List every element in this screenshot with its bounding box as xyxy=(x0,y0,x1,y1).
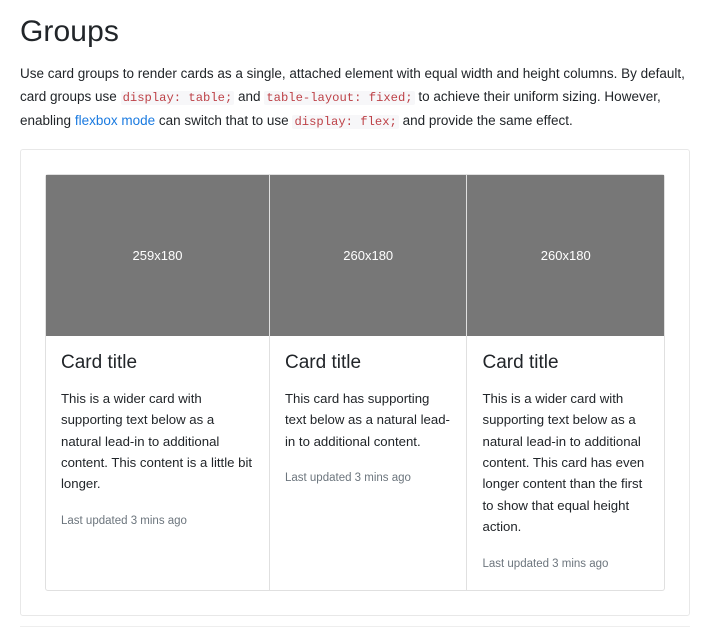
page-title: Groups xyxy=(20,15,119,48)
intro-text-part-5: and provide the same effect. xyxy=(398,113,573,129)
intro-paragraph xyxy=(20,62,690,133)
card-body xyxy=(46,336,269,547)
card-image-placeholder xyxy=(270,175,467,336)
card-meta: Last updated 3 mins ago xyxy=(482,557,609,570)
card-image-label: 260x180 xyxy=(343,248,394,264)
card-text: This is a wider card with supporting text below as a natural lead-in to additional content. This card has even longer content than the first to show that equal height action. xyxy=(482,390,645,535)
card-text: This is a wider card with supporting text below as a natural lead-in to additional content. This content is a little bit longer. xyxy=(61,390,253,492)
card xyxy=(467,174,665,591)
example-preview-box xyxy=(20,149,690,616)
card-title: Card title xyxy=(482,352,559,374)
card-title: Card title xyxy=(284,352,362,374)
card-title: Card title xyxy=(61,352,138,374)
card-image-label: 259x180 xyxy=(132,248,183,264)
card-body xyxy=(270,336,467,504)
flexbox-mode-link[interactable]: flexbox mode xyxy=(74,113,156,129)
card-text: This card has supporting text below as a natural lead-in to additional content. xyxy=(284,390,450,449)
code-table-layout-fixed: table-layout: fixed; xyxy=(266,91,413,106)
card-image-placeholder xyxy=(46,175,269,336)
card-image-placeholder xyxy=(467,175,664,336)
card-meta: Last updated 3 mins ago xyxy=(61,514,187,527)
intro-text-part-4: can switch that to use xyxy=(155,113,293,129)
intro-text-part-1: Use card groups to render cards as a single, attached element with equal width and height columns. By default, card groups use xyxy=(20,66,685,105)
card-group xyxy=(45,174,665,591)
card-meta: Last updated 3 mins ago xyxy=(284,472,411,485)
card xyxy=(45,174,270,591)
code-display-table: display: table; xyxy=(122,91,233,106)
card-image-label: 260x180 xyxy=(540,248,591,264)
intro-text-part-2: and xyxy=(234,89,265,105)
code-display-flex: display: flex; xyxy=(294,115,397,130)
card xyxy=(270,174,468,591)
intro-text-part-3: to achieve their uniform sizing. However, enabling xyxy=(20,89,661,129)
card-body xyxy=(467,336,664,590)
